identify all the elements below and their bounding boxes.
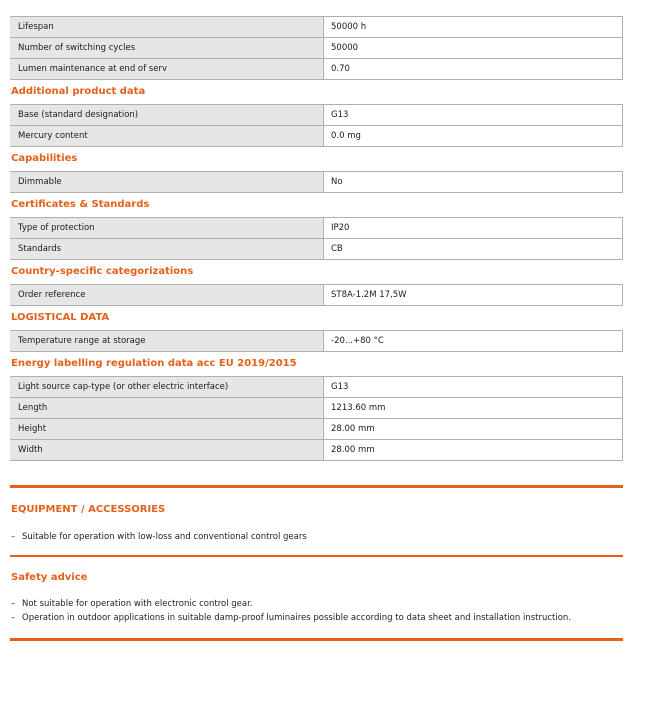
spec-table-logistical-data	[10, 330, 623, 352]
spec-key: Lumen maintenance at end of serv	[10, 59, 324, 80]
table-row	[10, 239, 623, 260]
table-row	[10, 377, 623, 398]
spec-value: 28.00 mm	[324, 419, 623, 440]
section-title-energy-labelling: Energy labelling regulation data acc EU 2019/2015	[11, 358, 297, 369]
spec-value: -20...+80 °C	[324, 331, 623, 352]
section-title-logistical-data: LOGISTICAL DATA	[11, 312, 110, 323]
spec-key: Length	[10, 398, 324, 419]
section-divider	[10, 555, 623, 557]
table-row	[10, 440, 623, 461]
spec-key: Lifespan	[10, 17, 324, 38]
table-row	[10, 17, 623, 38]
spec-key: Mercury content	[10, 126, 324, 147]
spec-key: Dimmable	[10, 172, 324, 193]
spec-key: Base (standard designation)	[10, 105, 324, 126]
table-row	[10, 38, 623, 59]
spec-key: Light source cap-type (or other electric interface)	[10, 377, 324, 398]
datasheet	[10, 16, 623, 641]
safety-list	[10, 597, 623, 625]
table-row	[10, 419, 623, 440]
table-row	[10, 398, 623, 419]
spec-key: Temperature range at storage	[10, 331, 324, 352]
spec-value: CB	[324, 239, 623, 260]
table-row	[10, 285, 623, 306]
spec-value: G13	[324, 105, 623, 126]
spec-table-certificates-standards	[10, 217, 623, 260]
spec-key: Width	[10, 440, 324, 461]
table-row	[10, 105, 623, 126]
spec-key: Standards	[10, 239, 324, 260]
spec-key: Number of switching cycles	[10, 38, 324, 59]
table-row	[10, 331, 623, 352]
spec-table-capabilities	[10, 171, 623, 193]
section-title-safety: Safety advice	[11, 572, 88, 583]
spec-value: No	[324, 172, 623, 193]
spec-value: 28.00 mm	[324, 440, 623, 461]
section-divider	[10, 638, 623, 641]
spec-key: Type of protection	[10, 218, 324, 239]
section-title-additional-product-data: Additional product data	[11, 86, 146, 97]
section-title-country-specific: Country-specific categorizations	[11, 266, 194, 277]
spec-table-country-specific	[10, 284, 623, 306]
spec-value: 1213.60 mm	[324, 398, 623, 419]
section-title-certificates-standards: Certificates & Standards	[11, 199, 150, 210]
table-row	[10, 59, 623, 80]
spec-key: Height	[10, 419, 324, 440]
list-item: – Operation in outdoor applications in suitable damp-proof luminaires possible according to data sheet and installation instruction.	[10, 611, 623, 625]
spec-table-general	[10, 16, 623, 80]
spec-table-energy-labelling	[10, 376, 623, 461]
spec-value: 50000	[324, 38, 623, 59]
table-row	[10, 126, 623, 147]
spec-key: Order reference	[10, 285, 324, 306]
spec-value: 50000 h	[324, 17, 623, 38]
list-item: – Not suitable for operation with electronic control gear.	[10, 597, 623, 611]
section-title-equipment: EQUIPMENT / ACCESSORIES	[11, 504, 166, 515]
table-row	[10, 172, 623, 193]
spec-value: 0.0 mg	[324, 126, 623, 147]
spec-value: 0.70	[324, 59, 623, 80]
table-row	[10, 218, 623, 239]
spec-value: G13	[324, 377, 623, 398]
equipment-list	[10, 530, 623, 544]
section-divider	[10, 485, 623, 488]
spec-value: IP20	[324, 218, 623, 239]
spec-table-additional-product-data	[10, 104, 623, 147]
list-item: – Suitable for operation with low-loss and conventional control gears	[10, 530, 623, 544]
section-title-capabilities: Capabilities	[11, 153, 78, 164]
spec-value: ST8A-1.2M 17,5W	[324, 285, 623, 306]
